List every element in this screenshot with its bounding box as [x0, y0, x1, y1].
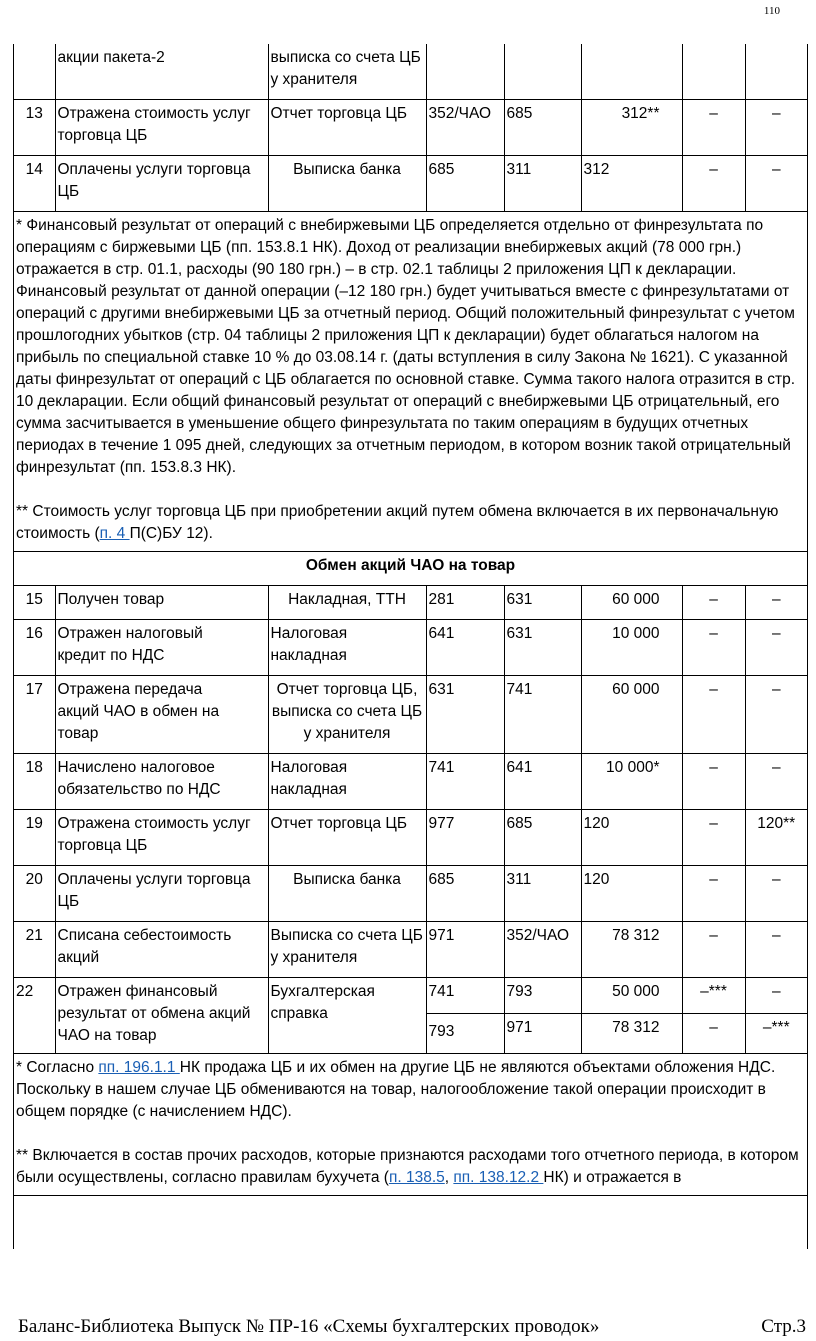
footnote-text: НК) и отражается в	[543, 1169, 682, 1186]
row-number: 21	[14, 922, 55, 978]
table-row	[14, 676, 807, 754]
debit-cell: 971	[426, 922, 504, 978]
sum-cell: 60 000	[581, 586, 682, 620]
col7-cell: –	[745, 620, 807, 676]
law-link[interactable]: п. 138.5	[388, 1169, 445, 1186]
section-title: Обмен акций ЧАО на товар	[14, 552, 807, 586]
operation-cell: Начислено налоговое обязательство по НДС	[55, 754, 268, 810]
debit-cell: 741	[426, 754, 504, 810]
table-row	[14, 978, 807, 1014]
document-cell: Отчет торговца ЦБ	[268, 100, 426, 156]
debit-cell: 977	[426, 810, 504, 866]
sum-cell: 10 000*	[581, 754, 682, 810]
document-cell: Налоговая накладная	[268, 754, 426, 810]
operation-cell: Получен товар	[55, 586, 268, 620]
credit-cell: 685	[504, 100, 581, 156]
page-number: 110	[763, 5, 780, 17]
credit-cell	[504, 44, 581, 100]
col7-cell: –	[745, 676, 807, 754]
note-row	[14, 212, 807, 552]
col7-cell: –	[745, 100, 807, 156]
document-cell: выписка со счета ЦБ у хранителя	[268, 44, 426, 100]
credit-cell: 741	[504, 676, 581, 754]
credit-cell: 311	[504, 866, 581, 922]
section-row	[14, 552, 807, 586]
col7-cell: –***	[745, 1013, 807, 1053]
sum-cell: 10 000	[581, 620, 682, 676]
row-number: 14	[14, 156, 55, 212]
credit-cell: 793	[504, 978, 581, 1014]
debit-cell: 793	[426, 1013, 504, 1053]
credit-cell: 311	[504, 156, 581, 212]
footnote-text: * Согласно	[16, 1059, 99, 1076]
col7-cell: –	[745, 866, 807, 922]
debit-cell: 352/ЧАО	[426, 100, 504, 156]
row-number: 19	[14, 810, 55, 866]
table-row	[14, 922, 807, 978]
col6-cell: –	[682, 586, 745, 620]
col7-cell: –	[745, 922, 807, 978]
row-number: 20	[14, 866, 55, 922]
debit-cell: 641	[426, 620, 504, 676]
footnote-text: П(С)БУ 12).	[129, 525, 213, 542]
col6-cell: –	[682, 676, 745, 754]
sum-cell: 312**	[581, 100, 682, 156]
credit-cell: 631	[504, 620, 581, 676]
sum-cell	[581, 44, 682, 100]
col6-cell: –	[682, 922, 745, 978]
debit-cell: 685	[426, 866, 504, 922]
debit-cell	[426, 44, 504, 100]
table-row	[14, 44, 807, 100]
debit-cell: 281	[426, 586, 504, 620]
document-cell: Выписка банка	[268, 156, 426, 212]
operation-cell: Отражена передача акций ЧАО в обмен на товар	[55, 676, 268, 754]
col6-cell: –	[682, 156, 745, 212]
note-row	[14, 1054, 807, 1196]
entries-table-top	[14, 44, 807, 1196]
document-cell: Выписка банка	[268, 866, 426, 922]
col6-cell: –	[682, 1013, 745, 1053]
sum-cell: 78 312	[581, 922, 682, 978]
operation-cell: Отражен налоговый кредит по НДС	[55, 620, 268, 676]
footnote-text: ** Стоимость услуг торговца ЦБ при приобретении акций путем обмена включается в их первоначальную стоимость (	[16, 503, 779, 542]
credit-cell: 641	[504, 754, 581, 810]
operation-cell: Оплачены услуги торговца ЦБ	[55, 156, 268, 212]
footnote-2	[14, 1054, 807, 1196]
table-row	[14, 866, 807, 922]
footnote-2-text	[16, 1057, 805, 1123]
credit-cell: 685	[504, 810, 581, 866]
sum-cell: 120	[581, 810, 682, 866]
row-number: 17	[14, 676, 55, 754]
sum-cell: 60 000	[581, 676, 682, 754]
col7-cell	[745, 44, 807, 100]
table-row	[14, 620, 807, 676]
operation-cell: Отражен финансовый результат от обмена акций ЧАО на товар	[55, 978, 268, 1054]
table-row	[14, 754, 807, 810]
col6-cell: –	[682, 100, 745, 156]
debit-cell: 741	[426, 978, 504, 1014]
row-number: 18	[14, 754, 55, 810]
credit-cell: 971	[504, 1013, 581, 1053]
credit-cell: 631	[504, 586, 581, 620]
document-cell: Отчет торговца ЦБ	[268, 810, 426, 866]
document-cell: Накладная, ТТН	[268, 586, 426, 620]
row-number: 16	[14, 620, 55, 676]
footnote-1	[14, 212, 807, 552]
col7-cell: –	[745, 754, 807, 810]
document-cell: Отчет торговца ЦБ, выписка со счета ЦБ у хранителя	[268, 676, 426, 754]
footnote-2-text-2	[16, 1145, 805, 1189]
col6-cell: –	[682, 620, 745, 676]
document-cell: Бухгалтерская справка	[268, 978, 426, 1054]
row-number: 13	[14, 100, 55, 156]
row-number	[14, 44, 55, 100]
footnote-1-text-2	[16, 501, 805, 545]
debit-cell: 685	[426, 156, 504, 212]
footnote-text: НК продажа ЦБ и их обмен на другие ЦБ не являются объектами обложения НДС. Поскольку в нашем случае ЦБ обмениваются на товар, налогообложение такой операции происходит в общем порядке (с начислением НДС).	[16, 1059, 776, 1120]
col7-cell: –	[745, 156, 807, 212]
document-cell: Налоговая накладная	[268, 620, 426, 676]
debit-cell: 631	[426, 676, 504, 754]
col6-cell: –	[682, 866, 745, 922]
sum-cell: 312	[581, 156, 682, 212]
table-row	[14, 156, 807, 212]
operation-cell: акции пакета-2	[55, 44, 268, 100]
footnote-text: ** Включается в состав прочих расходов, которые признаются расходами того отчетного периода, в котором были осуществлены, согласно правилам бухучета (	[16, 1147, 799, 1186]
col6-cell: –	[682, 754, 745, 810]
footer-publication: Баланс-Библиотека Выпуск № ПР-16 «Схемы бухгалтерских проводок»	[18, 1316, 600, 1337]
law-link[interactable]: п. 4	[99, 525, 130, 542]
accounting-table-frame	[13, 44, 808, 1249]
col7-cell: 120**	[745, 810, 807, 866]
row-number: 22	[14, 978, 55, 1054]
table-row	[14, 586, 807, 620]
operation-cell: Отражена стоимость услуг торговца ЦБ	[55, 810, 268, 866]
sum-cell: 78 312	[581, 1013, 682, 1053]
row-number: 15	[14, 586, 55, 620]
col7-cell: –	[745, 978, 807, 1014]
col6-cell: –***	[682, 978, 745, 1014]
operation-cell: Отражена стоимость услуг торговца ЦБ	[55, 100, 268, 156]
operation-cell: Списана себестоимость акций	[55, 922, 268, 978]
table-row	[14, 100, 807, 156]
sum-cell: 120	[581, 866, 682, 922]
law-link[interactable]: пп. 138.12.2	[453, 1169, 544, 1186]
credit-cell: 352/ЧАО	[504, 922, 581, 978]
col7-cell: –	[745, 586, 807, 620]
footnote-text: ,	[444, 1169, 454, 1186]
footer-page: Стр.3	[761, 1316, 806, 1337]
footnote-1-text: * Финансовый результат от операций с внебиржевыми ЦБ определяется отдельно от финрезультата по операциям с биржевыми ЦБ (пп. 153.8.1 НК). Доход от реализации внебиржевых акций (78 000 грн.) отражается в стр. 01.1, расходы (90 180 грн.) – в стр. 02.1 таблицы 2 приложения ЦП к декларации. Финансовый результат от данной операции (–12 180 грн.) будет учитываться вместе с финрезультатами от операций с другими внебиржевыми ЦБ за отчетный период. Общий положительный финрезультат с учетом прошлогодних убытков (стр. 04 таблицы 2 приложения ЦП к декларации) будет облагаться налогом на прибыль по специальной ставке 10 % до 03.08.14 г. (даты вступления в силу Закона № 1621). С указанной даты финрезультат от операций с ЦБ облагается по основной ставке. Сумма такого налога отразится в стр. 10 декларации. Если общий финансовый результат от операций с внебиржевыми ЦБ отрицательный, его сумма засчитывается в уменьшение общего финрезультата по таким операциям в будущих отчетных периодах в течение 1 095 дней, следующих за отчетным периодом, в котором возник такой отрицательный финрезультат (пп. 153.8.3 НК).	[16, 217, 796, 476]
law-link[interactable]: пп. 196.1.1	[98, 1059, 180, 1076]
col6-cell	[682, 44, 745, 100]
operation-cell: Оплачены услуги торговца ЦБ	[55, 866, 268, 922]
col6-cell: –	[682, 810, 745, 866]
document-cell: Выписка со счета ЦБ у хранителя	[268, 922, 426, 978]
sum-cell: 50 000	[581, 978, 682, 1014]
table-row	[14, 810, 807, 866]
